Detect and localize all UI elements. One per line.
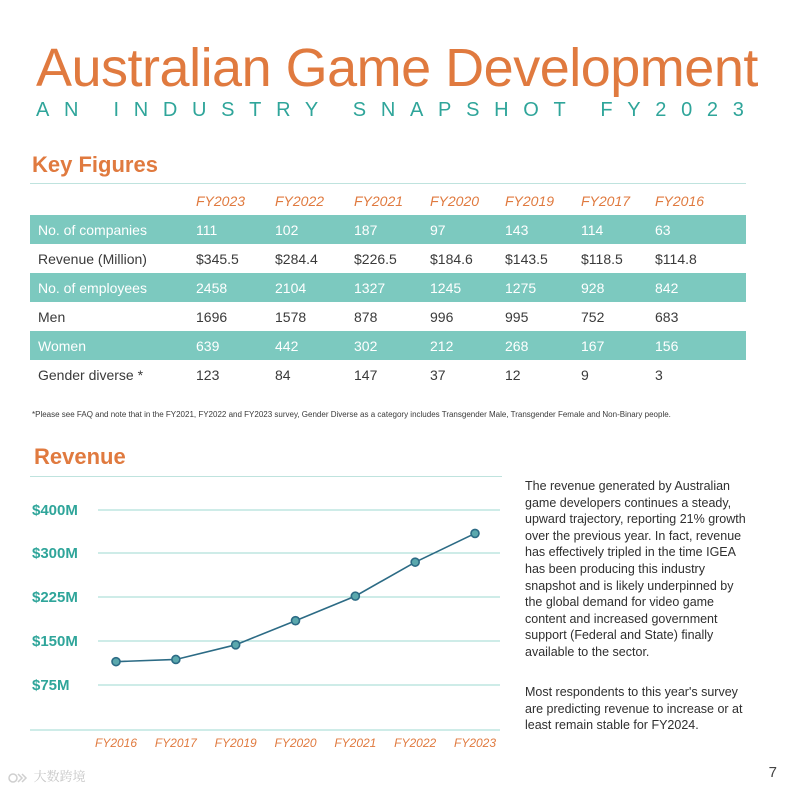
column-header: FY2023 <box>196 193 246 209</box>
column-header: FY2022 <box>275 193 325 209</box>
data-point <box>232 641 240 649</box>
revenue-heading: Revenue <box>34 444 126 469</box>
column-header: FY2017 <box>581 193 631 209</box>
table-cell: 995 <box>505 308 529 325</box>
table-cell: $345.5 <box>196 250 239 267</box>
table-cell: 111 <box>196 215 275 244</box>
table-row <box>30 302 746 331</box>
table-cell: $184.6 <box>430 250 473 267</box>
table-cell: 167 <box>581 331 655 360</box>
row-label: Gender diverse * <box>38 366 144 383</box>
table-cell: 1696 <box>196 308 228 325</box>
data-point <box>411 558 419 566</box>
revenue-divider <box>30 476 502 477</box>
page-subtitle: AN INDUSTRY SNAPSHOT FY2023 <box>36 99 759 121</box>
table-cell: 1327 <box>354 273 430 302</box>
data-point <box>471 529 479 537</box>
table-cell: 1245 <box>430 273 505 302</box>
x-tick-label: FY2019 <box>214 736 257 750</box>
x-tick-label: FY2020 <box>274 736 317 750</box>
table-cell: 156 <box>655 331 746 360</box>
key-figures-divider <box>30 183 746 184</box>
data-point <box>172 655 180 663</box>
row-label: Revenue (Million) <box>38 250 147 267</box>
watermark-text: 大数跨境 <box>33 769 86 784</box>
table-cell: 752 <box>581 308 605 325</box>
table-cell: 878 <box>354 308 378 325</box>
x-tick-label: FY2023 <box>453 736 497 750</box>
table-cell: 12 <box>505 366 521 383</box>
table-cell: 639 <box>196 331 275 360</box>
table-cell: 63 <box>655 215 746 244</box>
table-cell: $284.4 <box>275 250 318 267</box>
table-cell: $114.8 <box>655 250 697 267</box>
row-label: No. of employees <box>30 273 196 302</box>
x-tick-label: FY2016 <box>94 736 138 750</box>
table-cell: 442 <box>275 331 354 360</box>
watermark <box>8 766 86 785</box>
table-cell: $226.5 <box>354 250 397 267</box>
row-label: No. of companies <box>30 215 196 244</box>
table-cell: 3 <box>655 366 663 383</box>
table-row <box>30 360 746 389</box>
data-point <box>351 592 359 600</box>
table-cell: 996 <box>430 308 454 325</box>
revenue-line-chart <box>0 480 510 760</box>
y-tick-label: $225M <box>32 589 78 606</box>
page-title: Australian Game Development <box>36 38 758 98</box>
table-cell: 1275 <box>505 273 581 302</box>
table-cell: $143.5 <box>505 250 548 267</box>
table-cell: 212 <box>430 331 505 360</box>
table-row <box>30 331 746 360</box>
y-tick-label: $75M <box>32 677 70 694</box>
table-header-label <box>30 187 196 215</box>
y-tick-label: $150M <box>32 633 78 650</box>
x-tick-label: FY2017 <box>154 736 197 750</box>
watermark-logo-icon <box>8 771 30 785</box>
table-cell: 123 <box>196 366 220 383</box>
y-tick-label: $300M <box>32 545 78 562</box>
table-cell: 928 <box>581 273 655 302</box>
table-cell: 102 <box>275 215 354 244</box>
table-cell: 9 <box>581 366 589 383</box>
table-cell: 37 <box>430 366 446 383</box>
table-cell: 302 <box>354 331 430 360</box>
column-header: FY2021 <box>354 193 404 209</box>
table-cell: $118.5 <box>581 250 623 267</box>
page-number: 7 <box>768 764 777 781</box>
table-cell: 2104 <box>275 273 354 302</box>
table-footnote: *Please see FAQ and note that in the FY2021, FY2022 and FY2023 survey, Gender Diverse as a category includes Transgender Male, Transgender Female and Non-Binary people. <box>32 410 671 419</box>
table-cell: 842 <box>655 273 746 302</box>
table-cell: 187 <box>354 215 430 244</box>
table-cell: 268 <box>505 331 581 360</box>
table-row <box>30 215 746 244</box>
row-label: Women <box>30 331 196 360</box>
data-point <box>112 658 120 666</box>
table-cell: 114 <box>581 215 655 244</box>
table-cell: 97 <box>430 215 505 244</box>
table-cell: 2458 <box>196 273 275 302</box>
row-label: Men <box>38 308 66 325</box>
key-figures-table <box>30 187 746 389</box>
column-header: FY2016 <box>655 193 705 209</box>
table-cell: 84 <box>275 366 291 383</box>
x-tick-label: FY2021 <box>334 736 377 750</box>
key-figures-heading: Key Figures <box>32 152 158 177</box>
y-tick-label: $400M <box>32 502 78 519</box>
column-header: FY2020 <box>430 193 480 209</box>
revenue-description: The revenue generated by Australian game developers continues a steady, upward trajectory, reporting 21% growth over the previous year. In fact, revenue has effectively tripled in the time IGEA has been producing this industry snapshot and is likely underpinned by the global demand for video game content and increased government support (Federal and State) finally available to the sector. <box>525 479 746 659</box>
table-cell: 1578 <box>275 308 307 325</box>
table-header-row <box>30 187 746 215</box>
table-cell: 143 <box>505 215 581 244</box>
table-cell: 147 <box>354 366 378 383</box>
table-row <box>30 244 746 273</box>
table-cell: 683 <box>655 308 679 325</box>
table-row <box>30 273 746 302</box>
data-point <box>292 617 300 625</box>
revenue-outlook: Most respondents to this year's survey are predicting revenue to increase or at least remain stable for FY2024. <box>525 685 743 733</box>
column-header: FY2019 <box>505 193 555 209</box>
x-tick-label: FY2022 <box>394 736 437 750</box>
